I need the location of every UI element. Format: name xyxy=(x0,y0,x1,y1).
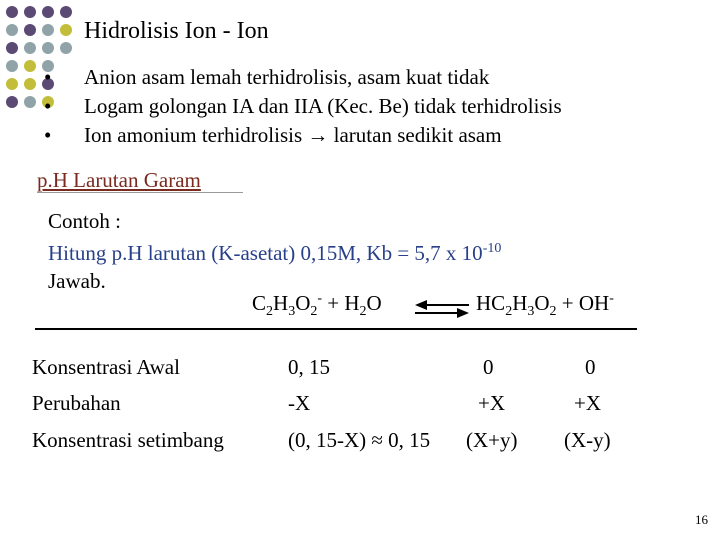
eq-part: HC xyxy=(476,291,506,315)
example-question xyxy=(48,235,501,267)
slide-title: Hidrolisis Ion - Ion xyxy=(84,18,269,44)
equilibrium-arrow-icon xyxy=(413,299,471,319)
cell: -X xyxy=(288,391,311,415)
dot xyxy=(6,24,18,36)
eq-part: H xyxy=(273,291,289,315)
row-label: Konsentrasi setimbang xyxy=(32,428,224,452)
example-block xyxy=(48,207,501,295)
bullet-list xyxy=(44,63,562,150)
cell: 0 xyxy=(483,355,494,379)
dot xyxy=(60,6,72,18)
eq-subscript: 3 xyxy=(288,304,296,320)
eq-superscript: - xyxy=(609,291,614,306)
question-exponent: -10 xyxy=(482,241,502,256)
section-heading: p.H Larutan Garam xyxy=(37,168,201,192)
dot xyxy=(24,78,36,90)
bullet-text: Anion asam lemah terhidrolisis, asam kuat tidak xyxy=(84,65,490,89)
eq-subscript: 2 xyxy=(266,304,274,320)
dot xyxy=(42,6,54,18)
dot xyxy=(24,42,36,54)
eq-subscript: 3 xyxy=(527,304,535,320)
equation-right xyxy=(476,291,614,320)
eq-subscript: 2 xyxy=(359,304,367,320)
answer-label: Jawab. xyxy=(48,269,106,293)
eq-subscript: 2 xyxy=(505,304,513,320)
bullet-symbol: • xyxy=(44,94,52,118)
dot xyxy=(6,78,18,90)
row-label: Konsentrasi Awal xyxy=(32,355,180,379)
question-text: Hitung p.H larutan (K-asetat) 0,15M, Kb = 5,7 x 10 xyxy=(48,241,483,265)
equation-left xyxy=(252,291,382,320)
bullet-text: Ion amonium terhidrolisis → larutan sedikit asam xyxy=(84,123,502,147)
eq-subscript: 2 xyxy=(310,304,318,320)
example-label: Contoh : xyxy=(48,209,121,233)
dot xyxy=(6,96,18,108)
heading-divider xyxy=(37,192,243,193)
cell: (X+y) xyxy=(466,428,518,452)
eq-superscript: - xyxy=(317,291,323,306)
eq-part: C xyxy=(252,291,267,315)
dot xyxy=(24,24,36,36)
bullet-symbol: • xyxy=(44,123,52,147)
dot xyxy=(60,42,72,54)
cell: (X-y) xyxy=(564,428,611,452)
dot xyxy=(6,42,18,54)
dot xyxy=(42,42,54,54)
cell: (0, 15-X) ≈ 0, 15 xyxy=(288,428,431,452)
dot xyxy=(6,6,18,18)
dot xyxy=(6,60,18,72)
dot xyxy=(24,96,36,108)
eq-part: O xyxy=(534,291,550,315)
dot xyxy=(24,60,36,72)
bullet-item xyxy=(44,63,562,92)
eq-part: H xyxy=(512,291,528,315)
equation-underline xyxy=(35,328,637,330)
dot xyxy=(42,24,54,36)
bullet-item xyxy=(44,92,562,121)
eq-part: O xyxy=(366,291,382,315)
page-number: 16 xyxy=(695,512,708,527)
dot xyxy=(60,24,72,36)
cell: +X xyxy=(574,391,602,415)
eq-subscript: 2 xyxy=(549,304,557,320)
bullet-text: Logam golongan IA dan IIA (Kec. Be) tidak terhidrolisis xyxy=(84,94,562,118)
bullet-item xyxy=(44,121,562,150)
cell: 0 xyxy=(585,355,596,379)
eq-part: + H xyxy=(322,291,360,315)
eq-part: O xyxy=(295,291,311,315)
row-label: Perubahan xyxy=(32,391,121,415)
cell: +X xyxy=(478,391,506,415)
dot xyxy=(24,6,36,18)
cell: 0, 15 xyxy=(288,355,330,379)
bullet-symbol: • xyxy=(44,65,52,89)
eq-part: + OH xyxy=(556,291,610,315)
